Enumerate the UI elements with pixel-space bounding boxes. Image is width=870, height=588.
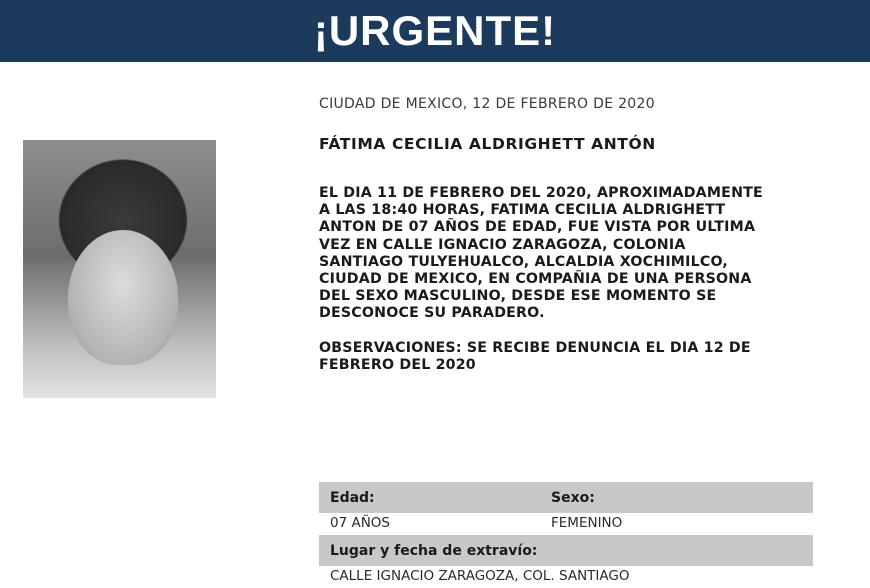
- details-header-row: [319, 482, 813, 513]
- banner-title: ¡URGENTE!: [313, 7, 557, 54]
- urgent-banner: [0, 0, 870, 62]
- place-label: Lugar y fecha de extravío:: [330, 542, 538, 559]
- missing-person-photo: [23, 140, 216, 398]
- incident-description: EL DIA 11 DE FEBRERO DEL 2020, APROXIMADAMENTE A LAS 18:40 HORAS, FATIMA CECILIA ALDRIGHETT ANTON DE 07 AÑOS DE EDAD, FUE VISTA POR ULTIMA VEZ EN CALLE IGNACIO ZARAGOZA, COLONIA SANTIAGO TULYEHUALCO, ALCALDIA XOCHIMILCO, CIUDAD DE MEXICO, EN COMPAÑIA DE UNA PERSONA DEL SEXO MASCULINO, DESDE ESE MOMENTO SE DESCONOCE SU PARADERO.: [319, 185, 763, 322]
- age-label: Edad:: [330, 489, 375, 506]
- age-value: 07 AÑOS: [330, 515, 390, 531]
- details-table: [319, 482, 813, 588]
- sex-label: Sexo:: [551, 489, 595, 506]
- date-location-line: CIUDAD DE MEXICO, 12 DE FEBRERO DE 2020: [319, 96, 655, 112]
- place-header-row: [319, 535, 813, 566]
- place-value: CALLE IGNACIO ZARAGOZA, COL. SANTIAGO: [330, 568, 630, 584]
- person-name: FÁTIMA CECILIA ALDRIGHETT ANTÓN: [319, 135, 656, 153]
- photo-face: [68, 230, 178, 365]
- observations: OBSERVACIONES: SE RECIBE DENUNCIA EL DIA 12 DE FEBRERO DEL 2020: [319, 340, 751, 374]
- place-value-row: [319, 566, 813, 588]
- details-value-row: [319, 513, 813, 535]
- sex-value: FEMENINO: [551, 515, 623, 531]
